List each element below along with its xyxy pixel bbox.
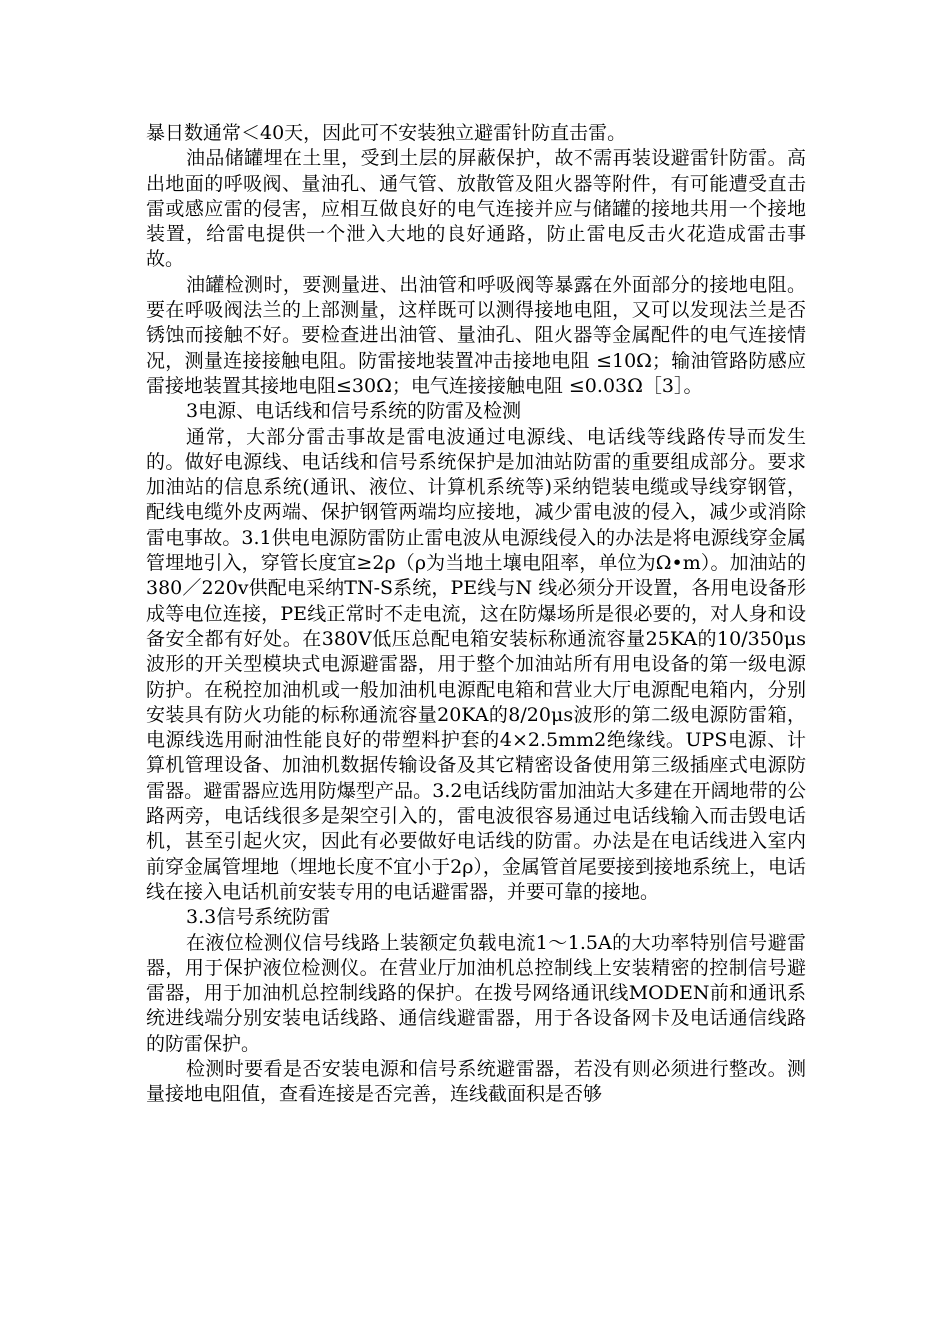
paragraph-tank-burial: 油品储罐埋在土里，受到土层的屏蔽保护，故不需再装设避雷针防雷。高出地面的呼吸阀、量油孔、通气管、放散管及阻火器等附件，有可能遭受直击雷或感应雷的侵害，应相互做良好的电气连接并应与储罐的接地共用一个接地装置，给雷电提供一个泄入大地的良好通路，防止雷电反击火花造成雷击事故。 xyxy=(146,147,806,271)
section-heading-3: 3电源、电话线和信号系统的防雷及检测 xyxy=(186,400,522,423)
paragraph-power-phone-protection: 通常，大部分雷击事故是雷电波通过电源线、电话线等线路传导而发生的。做好电源线、电话线和信号系统保护是加油站防雷的重要组成部分。要求加油站的信息系统(通讯、液位、计算机系统等)采纳铠装电缆或导线穿钢管，配线电缆外皮两端、保护钢管两端均应接地，减少雷电波的侵入，减少或消除雷电事故。3.1供电电源防雷防止雷电波从电源线侵入的办法是将电源线穿金属管埋地引入，穿管长度宜≥2ρ（ρ为当地土壤电阻率，单位为Ω•m）。加油站的380／220v供配电采纳TN-S系统，PE线与N 线必须分开设置，各用电设备形成等电位连接，PE线正常时不走电流，这在防爆场所是很必要的，对人身和设备安全都有好处。在380V低压总配电箱安装标称通流容量25KA的10/350μs波形的开关型模块式电源避雷器，用于整个加油站所有用电设备的第一级电源防护。在税控加油机或一般加油机电源配电箱和营业大厅电源配电箱内，分别安装具有防火功能的标称通流容量20KA的8/20μs波形的第二级电源防雷箱，电源线选用耐油性能良好的带塑料护套的4×2.5mm2绝缘线。UPS电源、计算机管理设备、加油机数据传输设备及其它精密设备使用第三级插座式电源防雷器。避雷器应选用防爆型产品。3.2电话线防雷加油站大多建在开阔地带的公路两旁，电话线很多是架空引入的，雷电波很容易通过电话线输入而击毁电话机，甚至引起火灾，因此有必要做好电话线的防雷。办法是在电话线进入室内前穿金属管埋地（埋地长度不宜小于2ρ），金属管首尾要接到接地系统上，电话线在接入电话机前安装专用的电话避雷器，并要可靠的接地。 xyxy=(146,425,806,903)
document-page xyxy=(146,121,806,1108)
paragraph-signal-protection: 在液位检测仪信号线路上装额定负载电流1～1.5A的大功率特别信号避雷器，用于保护液位检测仪。在营业厅加油机总控制线上安装精密的控制信号避雷器，用于加油机总控制线路的保护。在拨号网络通讯线MODEN前和通讯系统进线端分别安装电话线路、通信线避雷器，用于各设备网卡及电话通信线路的防雷保护。 xyxy=(146,931,806,1055)
paragraph-inspection-check: 检测时要看是否安装电源和信号系统避雷器，若没有则必须进行整改。测量接地电阻值，查看连接是否完善，连线截面积是否够 xyxy=(146,1057,806,1106)
paragraph-continuation: 暴日数通常＜40天，因此可不安装独立避雷针防直击雷。 xyxy=(146,122,627,144)
paragraph-tank-inspection: 油罐检测时，要测量进、出油管和呼吸阀等暴露在外面部分的接地电阻。要在呼吸阀法兰的上部测量，这样既可以测得接地电阻，又可以发现法兰是否锈蚀而接触不好。要检查进出油管、量油孔、阻火器等金属配件的电气连接情况，测量连接接触电阻。防雷接地装置冲击接地电阻 ≤10Ω；输油管路防感应雷接地装置其接地电阻≤30Ω；电气连接接触电阻 ≤0.03Ω［3］。 xyxy=(146,273,806,397)
section-heading-3-3: 3.3信号系统防雷 xyxy=(186,906,331,929)
